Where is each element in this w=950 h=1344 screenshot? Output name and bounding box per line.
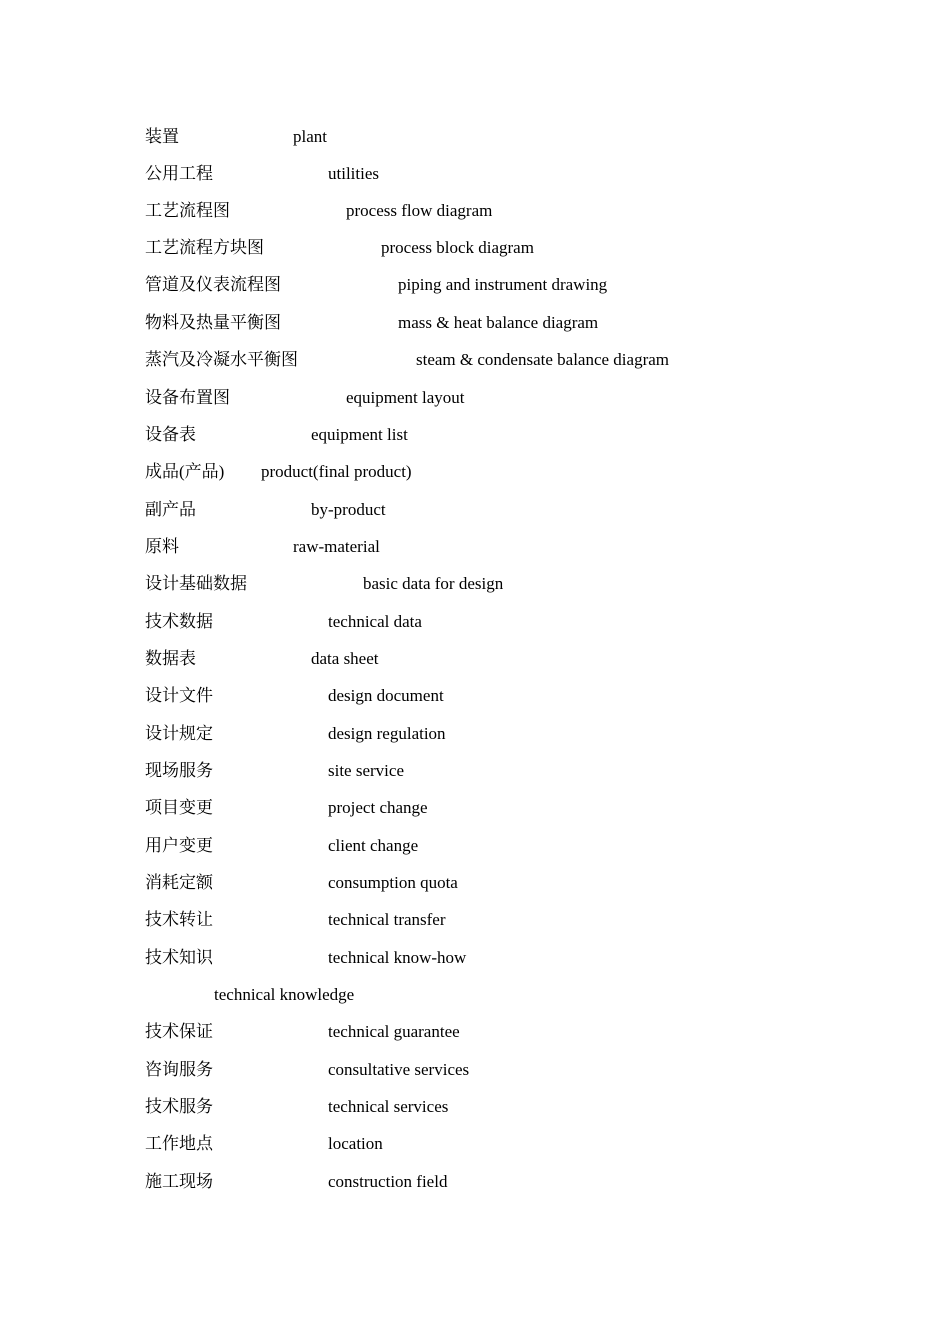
term-chinese: 原料: [145, 537, 179, 556]
term-english: equipment layout: [346, 388, 465, 407]
term-english: technical data: [328, 612, 422, 631]
term-chinese: 成品(产品): [145, 462, 225, 481]
term-english: basic data for design: [363, 574, 504, 593]
term-chinese: 技术转让: [145, 910, 213, 929]
term-english: construction field: [328, 1172, 448, 1191]
term-chinese: 设备布置图: [145, 388, 230, 407]
term-chinese: 技术服务: [145, 1097, 213, 1116]
term-chinese: 物料及热量平衡图: [145, 313, 281, 332]
term-english: raw-material: [293, 537, 380, 556]
term-english: process block diagram: [381, 238, 534, 257]
term-english: utilities: [328, 164, 379, 183]
term-chinese: 技术知识: [145, 948, 213, 967]
term-chinese: 项目变更: [145, 798, 213, 817]
term-english: consultative services: [328, 1060, 470, 1079]
term-english: plant: [293, 127, 327, 146]
term-chinese: 施工现场: [145, 1172, 213, 1191]
term-english: project change: [328, 798, 428, 817]
term-chinese: 设备表: [145, 425, 196, 444]
term-chinese: 咨询服务: [145, 1060, 213, 1079]
term-english: technical know-how: [328, 948, 467, 967]
term-english: design document: [328, 686, 444, 705]
term-chinese: 蒸汽及冷凝水平衡图: [145, 350, 298, 369]
term-english: technical transfer: [328, 910, 446, 929]
term-chinese: 工艺流程图: [145, 201, 230, 220]
term-english: technical guarantee: [328, 1022, 460, 1041]
term-chinese: 装置: [145, 127, 179, 146]
term-chinese: 设计规定: [145, 724, 213, 743]
term-english: steam & condensate balance diagram: [416, 350, 669, 369]
term-chinese: 消耗定额: [145, 873, 213, 892]
term-english: product(final product): [261, 462, 412, 481]
term-english: piping and instrument drawing: [398, 275, 608, 294]
term-english: client change: [328, 836, 419, 855]
term-english: technical services: [328, 1097, 449, 1116]
term-chinese: 数据表: [145, 649, 196, 668]
term-chinese: 副产品: [145, 500, 196, 519]
term-english: mass & heat balance diagram: [398, 313, 599, 332]
term-english: site service: [328, 761, 404, 780]
term-english: design regulation: [328, 724, 446, 743]
term-chinese: 工作地点: [145, 1134, 213, 1153]
term-chinese: 公用工程: [145, 164, 213, 183]
term-english: equipment list: [311, 425, 408, 444]
term-chinese: 管道及仪表流程图: [145, 275, 281, 294]
term-english: process flow diagram: [346, 201, 493, 220]
term-chinese: 技术数据: [145, 612, 213, 631]
term-chinese: 现场服务: [145, 761, 213, 780]
term-english: consumption quota: [328, 873, 458, 892]
term-english: location: [328, 1134, 383, 1153]
term-english: data sheet: [311, 649, 379, 668]
term-chinese: 技术保证: [145, 1022, 213, 1041]
term-chinese: 用户变更: [145, 836, 213, 855]
term-english: by-product: [311, 500, 386, 519]
term-chinese: 设计文件: [145, 686, 213, 705]
term-english: technical knowledge: [214, 985, 355, 1004]
term-chinese: 工艺流程方块图: [145, 238, 264, 257]
term-chinese: 设计基础数据: [145, 574, 247, 593]
